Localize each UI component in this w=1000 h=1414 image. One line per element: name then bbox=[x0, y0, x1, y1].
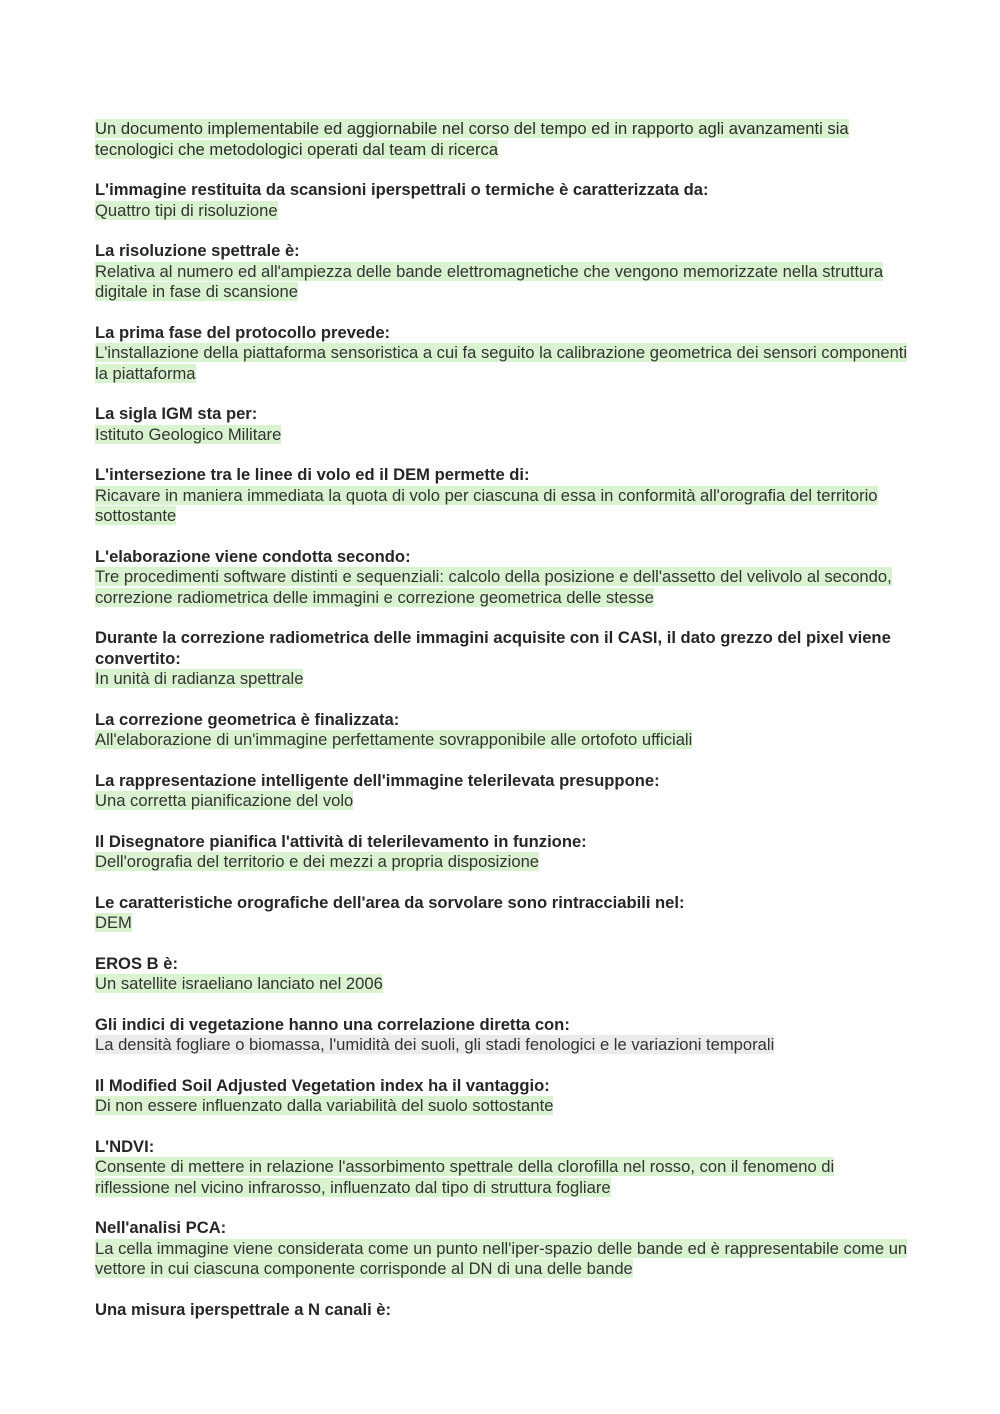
question-text: L'NDVI: bbox=[95, 1136, 155, 1156]
answer bbox=[95, 913, 910, 934]
qa-item-14 bbox=[95, 1076, 910, 1117]
answer bbox=[95, 1239, 910, 1280]
answer bbox=[95, 974, 910, 995]
qa-item-13 bbox=[95, 1015, 910, 1056]
document-page bbox=[95, 119, 910, 1340]
qa-item-5 bbox=[95, 465, 910, 527]
qa-item-7 bbox=[95, 628, 910, 690]
answer-text: Relativa al numero ed all'ampiezza delle bande elettromagnetiche che vengono memorizzate nella struttura digitale in fase di scansione bbox=[95, 261, 884, 301]
answer-text: Dell'orografia del territorio e dei mezzi a propria disposizione bbox=[95, 852, 540, 871]
answer-text: Quattro tipi di risoluzione bbox=[95, 200, 278, 220]
qa-item-15 bbox=[95, 1137, 910, 1199]
answer-text: L'installazione della piattaforma sensoristica a cui fa seguito la calibrazione geometrica dei sensori componenti la piattaforma bbox=[95, 343, 908, 383]
question-text: EROS B è: bbox=[95, 953, 178, 973]
question-text: L'immagine restituita da scansioni iperspettrali o termiche è caratterizzata da: bbox=[95, 180, 709, 199]
answer-text: Di non essere influenzato dalla variabilità del suolo sottostante bbox=[95, 1096, 554, 1115]
qa-item-4 bbox=[95, 404, 910, 445]
qa-item-9 bbox=[95, 771, 910, 812]
question-text: Una misura iperspettrale a N canali è: bbox=[95, 1299, 392, 1319]
answer bbox=[95, 425, 910, 446]
answer-text: Una corretta pianificazione del volo bbox=[95, 791, 354, 810]
answer-text: Istituto Geologico Militare bbox=[95, 424, 282, 444]
answer bbox=[95, 201, 910, 222]
answer bbox=[95, 1157, 910, 1198]
answer-text: Tre procedimenti software distinti e sequenziali: calcolo della posizione e dell'assetto del velivolo al secondo, correzione radiometrica delle immagini e correzione geometrica delle stesse bbox=[95, 567, 892, 607]
qa-item-10 bbox=[95, 832, 910, 873]
answer-text: Un satellite israeliano lanciato nel 2006 bbox=[95, 974, 383, 993]
answer bbox=[95, 730, 910, 751]
qa-item-11 bbox=[95, 893, 910, 934]
answer bbox=[95, 791, 910, 812]
qa-item-17 bbox=[95, 1300, 910, 1321]
intro-answer-text: Un documento implementabile ed aggiornabile nel corso del tempo ed in rapporto agli avanzamenti sia tecnologici che metodologici operati dal team di ricerca bbox=[95, 119, 849, 159]
answer bbox=[95, 567, 910, 608]
answer bbox=[95, 1096, 910, 1117]
question-text: L'elaborazione viene condotta secondo: bbox=[95, 546, 411, 566]
answer-text: Consente di mettere in relazione l'assorbimento spettrale della clorofilla nel rosso, con il fenomeno di riflessione nel vicino infrarosso, influenzato dal tipo di struttura fogliare bbox=[95, 1157, 835, 1197]
question-text: La rappresentazione intelligente dell'immagine telerilevata presuppone: bbox=[95, 770, 660, 790]
answer bbox=[95, 262, 910, 303]
qa-item-2 bbox=[95, 241, 910, 303]
answer-text: La densità fogliare o biomassa, l'umidità dei suoli, gli stadi fenologici e le variazioni temporali bbox=[95, 1035, 775, 1054]
question-text: Il Modified Soil Adjusted Vegetation index ha il vantaggio: bbox=[95, 1075, 550, 1095]
answer-text: La cella immagine viene considerata come un punto nell'iper-spazio delle bande ed è rappresentabile come un vettore in cui ciascuna componente corrisponde al DN di una delle bande bbox=[95, 1238, 908, 1278]
answer-text: In unità di radianza spettrale bbox=[95, 669, 304, 688]
question-text: Nell'analisi PCA: bbox=[95, 1218, 227, 1237]
intro-answer bbox=[95, 119, 910, 160]
answer-text: Ricavare in maniera immediata la quota di volo per ciascuna di essa in conformità all'orografia del territorio sottostante bbox=[95, 485, 878, 525]
qa-item-8 bbox=[95, 710, 910, 751]
question-text: Il Disegnatore pianifica l'attività di telerilevamento in funzione: bbox=[95, 831, 587, 851]
question-text: La risoluzione spettrale è: bbox=[95, 241, 300, 260]
question-text: L'intersezione tra le linee di volo ed il DEM permette di: bbox=[95, 465, 530, 484]
question-text: Gli indici di vegetazione hanno una correlazione diretta con: bbox=[95, 1014, 570, 1034]
question-text: La prima fase del protocollo prevede: bbox=[95, 322, 391, 342]
answer-text: DEM bbox=[95, 913, 132, 932]
question-text: La sigla IGM sta per: bbox=[95, 404, 258, 423]
qa-item-1 bbox=[95, 180, 910, 221]
answer bbox=[95, 343, 910, 384]
question-text: Durante la correzione radiometrica delle immagini acquisite con il CASI, il dato grezzo del pixel viene convertito: bbox=[95, 628, 891, 668]
qa-item-6 bbox=[95, 547, 910, 609]
answer bbox=[95, 1035, 910, 1056]
answer-text: All'elaborazione di un'immagine perfettamente sovrapponibile alle ortofoto ufficiali bbox=[95, 730, 693, 749]
answer bbox=[95, 486, 910, 527]
qa-item-16 bbox=[95, 1218, 910, 1280]
qa-item-12 bbox=[95, 954, 910, 995]
answer bbox=[95, 669, 910, 690]
answer bbox=[95, 852, 910, 873]
qa-item-3 bbox=[95, 323, 910, 385]
question-text: La correzione geometrica è finalizzata: bbox=[95, 709, 400, 729]
question-text: Le caratteristiche orografiche dell'area da sorvolare sono rintracciabili nel: bbox=[95, 892, 685, 912]
